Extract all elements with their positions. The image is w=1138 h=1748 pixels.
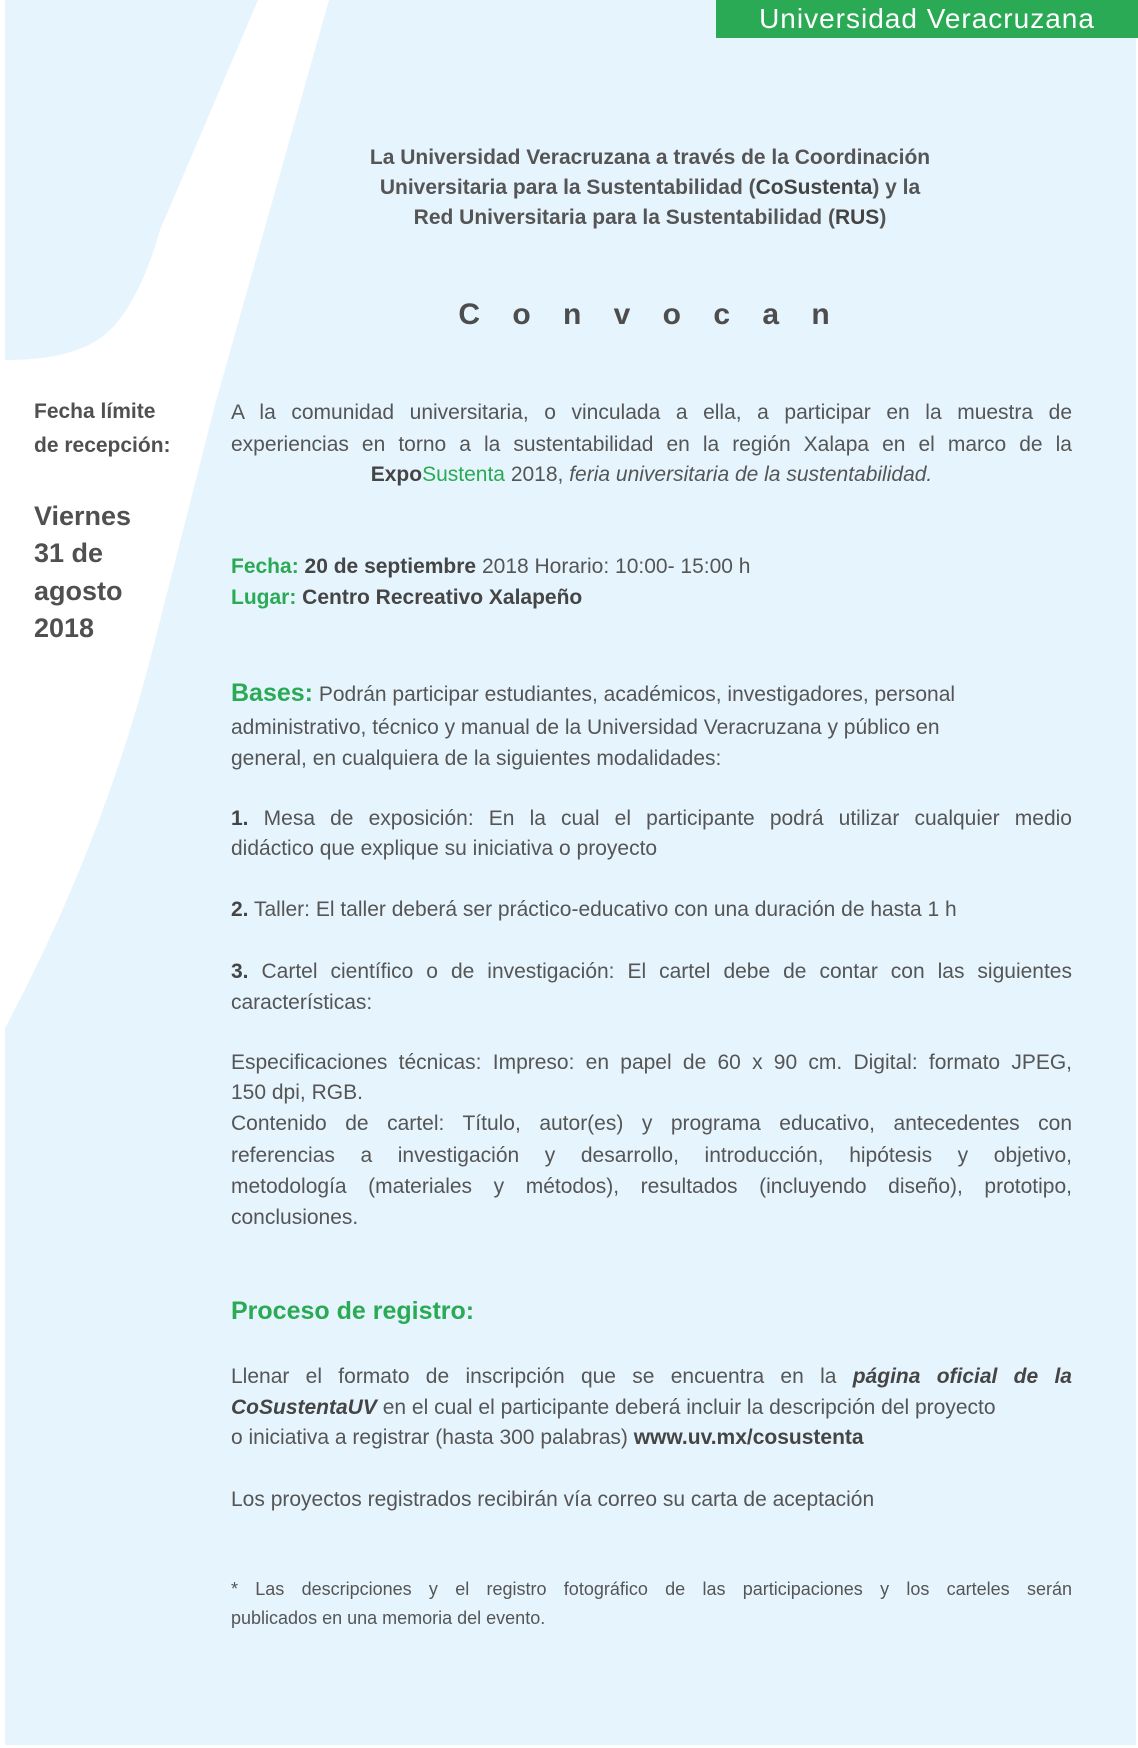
deadline-label-2: de recepción: [34, 434, 171, 457]
cosustentauv-link[interactable]: CoSustentaUV [231, 1396, 377, 1419]
deadline-date-1: Viernes [34, 501, 132, 531]
cosustenta-acronym: CoSustenta [755, 176, 873, 199]
fecha-label: Fecha: [231, 555, 299, 578]
official-page-link[interactable]: página oficial de la [852, 1365, 1072, 1388]
deadline-date-3: agosto [34, 576, 123, 606]
modality-3-line-1 [231, 956, 1072, 987]
registration-text: Llenar el formato de inscripción que se encuentra en la [231, 1365, 853, 1388]
content-line-2: referencias a investigación y desarrollo, introducción, hipótesis y objetivo, [231, 1144, 1072, 1167]
content-line-1: Contenido de cartel: Título, autor(es) y programa educativo, antecedentes con [231, 1112, 1072, 1135]
bases-line-3: general, en cualquiera de la siguientes modalidades: [231, 747, 722, 770]
sustenta-word: Sustenta [422, 463, 505, 486]
invitation-line-2: experiencias en torno a la sustentabilidad en la región Xalapa en el marco de la [231, 433, 1072, 456]
acceptance-note: Los proyectos registrados recibirán vía correo su carta de aceptación [231, 1488, 875, 1511]
intro-text: Red Universitaria para la Sustentabilidad ( [413, 206, 835, 229]
modality-number: 1. [231, 807, 249, 830]
lugar-value: Centro Recreativo Xalapeño [302, 586, 583, 609]
intro-line-3 [300, 203, 1000, 233]
modality-number: 2. [231, 898, 249, 921]
modality-text: Taller: El taller deberá ser práctico-educativo con una duración de hasta 1 h [253, 898, 957, 921]
event-place [231, 582, 1072, 613]
modality-2 [231, 894, 1072, 925]
cosustenta-url-link[interactable]: www.uv.mx/cosustenta [633, 1426, 864, 1449]
intro-line-1: La Universidad Veracruzana a través de la Coordinación [369, 146, 931, 169]
modality-1-line-2: didáctico que explique su iniciativa o proyecto [231, 837, 658, 860]
intro-text: Universitaria para la Sustentabilidad ( [379, 176, 756, 199]
event-date [231, 551, 1072, 582]
bases-line-2: administrativo, técnico y manual de la Universidad Veracruzana y público en [231, 716, 940, 739]
footnote-line-1: * Las descripciones y el registro fotográfico de las participaciones y los carteles serán [231, 1579, 1072, 1599]
modality-text: Mesa de exposición: En la cual el participante podrá utilizar cualquier medio [263, 807, 1072, 830]
deadline-date-2: 31 de [34, 538, 104, 568]
specs-line-2: 150 dpi, RGB. [231, 1081, 363, 1104]
expo-year: 2018, [504, 463, 570, 486]
modality-number: 3. [231, 960, 249, 983]
rus-acronym: RUS [834, 206, 880, 229]
expo-word: Expo [370, 463, 423, 486]
intro-text: ) y la [872, 176, 921, 199]
footnote-line-2: publicados en una memoria del evento. [231, 1608, 546, 1628]
registration-text: en el cual el participante deberá incluir la descripción del proyecto [376, 1396, 996, 1419]
modality-1-line-1 [231, 803, 1072, 834]
deadline-label-1: Fecha límite [34, 400, 156, 423]
lugar-label: Lugar: [231, 586, 297, 609]
intro-line-2 [300, 173, 1000, 203]
registration-text: o iniciativa a registrar (hasta 300 palabras) [231, 1426, 634, 1449]
intro-text: ) [879, 206, 887, 229]
content-line-3: metodología (materiales y métodos), resultados (incluyendo diseño), prototipo, [231, 1175, 1072, 1198]
modality-3-line-2: características: [231, 991, 373, 1014]
bases-line-1 [231, 678, 1072, 710]
invitation-line-1: A la comunidad universitaria, o vinculada a ella, a participar en la muestra de [231, 401, 1072, 424]
registration-line-3 [231, 1422, 1072, 1453]
registration-title: Proceso de registro: [231, 1297, 475, 1325]
bases-text: Podrán participar estudiantes, académicos, investigadores, personal [318, 683, 956, 706]
registration-line-2 [231, 1392, 1072, 1423]
bases-label: Bases: [231, 679, 313, 707]
registration-line-1 [231, 1361, 1072, 1392]
modality-text: Cartel científico o de investigación: El cartel debe de contar con las siguientes [261, 960, 1072, 983]
content-line-4: conclusiones. [231, 1206, 359, 1229]
page-title: C o n v o c a n [458, 298, 842, 331]
institution-banner: Universidad Veracruzana [716, 0, 1138, 38]
horario: 2018 Horario: 10:00- 15:00 h [476, 555, 751, 578]
fecha-value: 20 de septiembre [304, 555, 477, 578]
expo-tagline: feria universitaria de la sustentabilidad. [569, 463, 933, 486]
invitation-line-3 [231, 459, 1072, 490]
specs-line-1: Especificaciones técnicas: Impreso: en papel de 60 x 90 cm. Digital: formato JPEG, [231, 1051, 1072, 1074]
deadline-date-4: 2018 [34, 613, 95, 643]
